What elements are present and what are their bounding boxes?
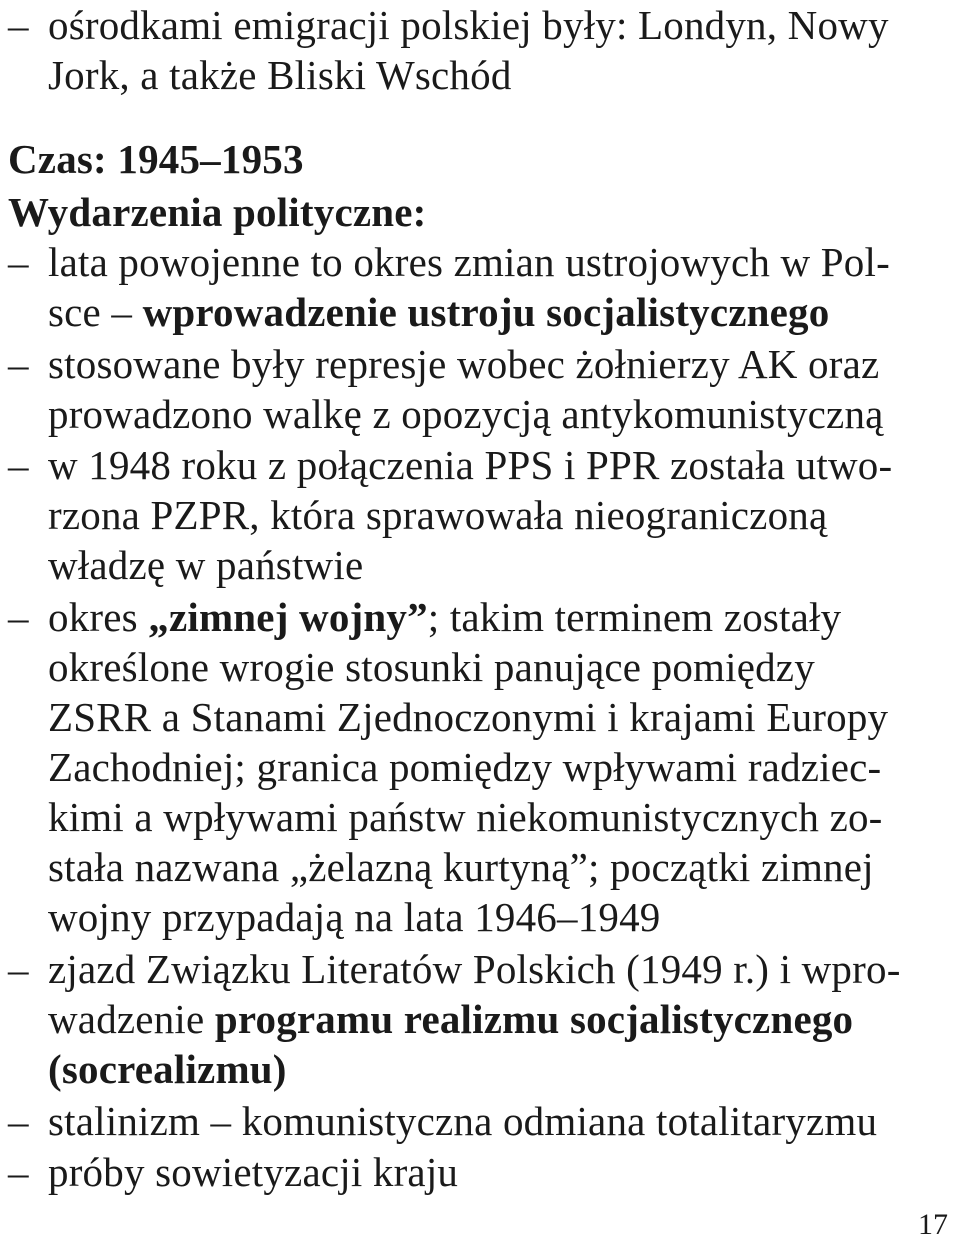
section-heading-political-events: Wydarzenia polityczne: — [8, 189, 427, 235]
line-text — [48, 592, 841, 642]
list-dash: – — [8, 1149, 29, 1195]
line-text-part: sce – — [48, 289, 143, 335]
line-text: próby sowietyzacji kraju — [48, 1149, 459, 1195]
list-dash: – — [8, 442, 29, 488]
line-text: władzę w państwie — [48, 542, 364, 588]
line-text: wojny przypadają na lata 1946–1949 — [48, 894, 661, 940]
line-text: stalinizm – komunistyczna odmiana totalitaryzmu — [48, 1098, 878, 1144]
line-text: kimi a wpływami państw niekomunistycznych zo- — [48, 794, 883, 840]
line-text: Zachodniej; granica pomiędzy wpływami radziec- — [48, 744, 882, 790]
list-dash: – — [8, 341, 29, 387]
line-text: zjazd Związku Literatów Polskich (1949 r.) i wpro- — [48, 946, 901, 992]
line-text: w 1948 roku z połączenia PPS i PPR została utwo- — [48, 442, 893, 488]
line-text-part: ; takim terminem zostały — [427, 594, 842, 640]
list-dash: – — [8, 1098, 29, 1144]
line-text — [48, 994, 853, 1044]
list-dash: – — [8, 239, 29, 285]
line-text: ośrodkami emigracji polskiej były: Londyn, Nowy — [48, 2, 889, 48]
line-text: ZSRR a Stanami Zjednoczonymi i krajami Europy — [48, 694, 889, 740]
list-dash: – — [8, 2, 29, 48]
line-text: lata powojenne to okres zmian ustrojowych w Pol- — [48, 239, 890, 285]
line-text: prowadzono walkę z opozycją antykomunistyczną — [48, 391, 884, 437]
section-heading-time: Czas: 1945–1953 — [8, 136, 304, 182]
line-text-part: wadzenie — [48, 996, 215, 1042]
bold-term: programu realizmu socjalistycznego — [214, 996, 854, 1042]
list-dash: – — [8, 946, 29, 992]
bold-term: wprowadzenie ustroju socjalistycznego — [142, 289, 830, 335]
line-text: stała nazwana „żelazną kurtyną”; początki zimnej — [48, 844, 874, 890]
bold-term: „zimnej wojny” — [148, 594, 428, 640]
line-text — [48, 287, 829, 337]
bold-term: (socrealizmu) — [48, 1046, 287, 1092]
line-text: określone wrogie stosunki panujące pomiędzy — [48, 644, 815, 690]
line-text: stosowane były represje wobec żołnierzy AK oraz — [48, 341, 880, 387]
page-number: 17 — [918, 1208, 948, 1241]
line-text: Jork, a także Bliski Wschód — [48, 52, 512, 98]
list-dash: – — [8, 594, 29, 640]
line-text: rzona PZPR, która sprawowała nieograniczoną — [48, 492, 828, 538]
line-text-part: okres — [48, 594, 149, 640]
